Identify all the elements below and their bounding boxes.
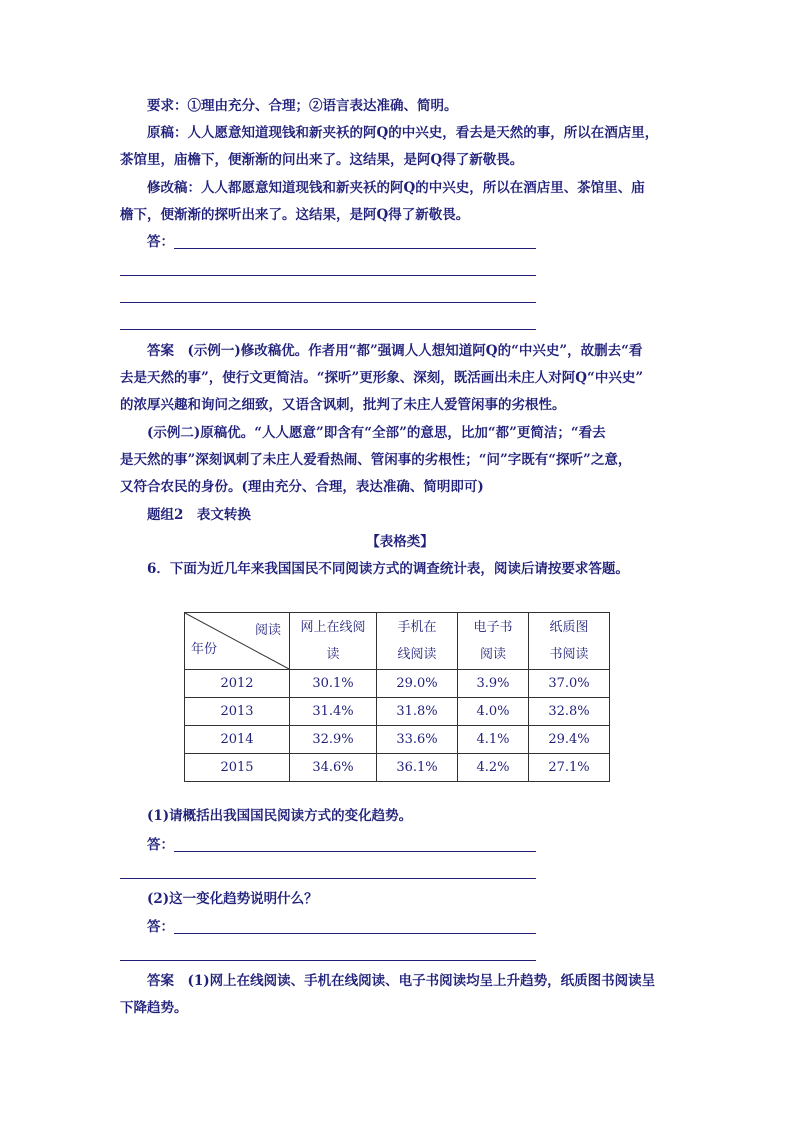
- value-cell: 31.8%: [377, 698, 458, 726]
- answer6-line1: [147, 972, 680, 990]
- q5-requirement: 要求：①理由充分、合理；②语言表达准确、简明。: [147, 98, 458, 114]
- value-cell: 37.0%: [529, 670, 610, 698]
- answer5-ex2-line1: (示例二)原稿优。“人人愿意”即含有“全部”的意思，比加“都”更简洁；“看去: [147, 425, 606, 441]
- value-cell: 30.1%: [290, 670, 377, 698]
- q6-stem: 6．下面为近几年来我国国民不同阅读方式的调查统计表，阅读后请按要求答题。: [147, 561, 629, 577]
- answer-blank-line: [120, 960, 536, 961]
- q6-sub1: (1)请概括出我国国民阅读方式的变化趋势。: [147, 808, 413, 824]
- answer5-ex1-line3: 的浓厚兴趣和询问之细致，又语含讽刺，批判了未庄人爱管闲事的劣根性。: [120, 397, 566, 413]
- answer-label: 答案: [147, 973, 174, 989]
- header-text: 读: [326, 647, 340, 662]
- year-cell: 2012: [185, 670, 290, 698]
- value-cell: 33.6%: [377, 726, 458, 754]
- value-cell: 34.6%: [290, 754, 377, 782]
- value-cell: 4.1%: [458, 726, 529, 754]
- year-cell: 2013: [185, 698, 290, 726]
- answer6-line2: 下降趋势。: [120, 1000, 188, 1016]
- header-text: 书阅读: [549, 647, 589, 662]
- value-cell: 4.0%: [458, 698, 529, 726]
- q6-answer-prompt-2: 答：: [147, 919, 174, 935]
- year-cell: 2015: [185, 754, 290, 782]
- value-cell: 3.9%: [458, 670, 529, 698]
- table-header-row: [185, 613, 610, 670]
- value-cell: 29.0%: [377, 670, 458, 698]
- q6-answer-prompt-1: 答：: [147, 837, 174, 853]
- reading-survey-table: [184, 612, 610, 782]
- value-cell: 29.4%: [529, 726, 610, 754]
- corner-label-reading: 阅读: [254, 623, 281, 638]
- answer-blank-line: [174, 851, 536, 852]
- section-category: 【表格类】: [366, 534, 434, 550]
- value-cell: 4.2%: [458, 754, 529, 782]
- table-row: [185, 754, 610, 782]
- table-row: [185, 698, 610, 726]
- answer5-ex1-text: (示例一)修改稿优。作者用“都”强调人人想知道阿Q的“中兴史”，故删去“看: [187, 343, 643, 359]
- header-text: 手机在: [397, 620, 437, 635]
- value-cell: 32.8%: [529, 698, 610, 726]
- value-cell: 36.1%: [377, 754, 458, 782]
- value-cell: 27.1%: [529, 754, 610, 782]
- answer-blank-line: [174, 248, 536, 249]
- header-online-reading: [290, 613, 377, 670]
- header-text: 纸质图: [549, 620, 589, 635]
- section-group-title: 题组2 表文转换: [147, 507, 251, 523]
- answer5-ex2-line2: 是天然的事”深刻讽刺了未庄人爱看热闹、管闲事的劣根性；“问”字既有“探听”之意，: [120, 452, 632, 468]
- answer-blank-line: [120, 329, 536, 330]
- answer-blank-line: [120, 302, 536, 303]
- answer-blank-line: [174, 933, 536, 934]
- header-ebook-reading: [458, 613, 529, 670]
- header-text: 电子书: [473, 620, 513, 635]
- q5-answer-prompt: 答：: [147, 234, 174, 250]
- corner-label-year: 年份: [191, 642, 218, 657]
- table-row: [185, 670, 610, 698]
- answer5-ex1-line1: [147, 342, 680, 360]
- year-cell: 2014: [185, 726, 290, 754]
- q5-revised-line2: 檐下，便渐渐的探听出来了。这结果，是阿Q得了新敬畏。: [120, 207, 470, 223]
- answer6-text: (1)网上在线阅读、手机在线阅读、电子书阅读均呈上升趋势，纸质图书阅读呈: [187, 973, 656, 989]
- value-cell: 32.9%: [290, 726, 377, 754]
- header-text: 网上在线阅: [300, 620, 366, 635]
- q5-revised-line1: 修改稿：人人都愿意知道现钱和新夹袄的阿Q的中兴史，所以在酒店里、茶馆里、庙: [147, 180, 645, 196]
- q5-original-line2: 茶馆里，庙檐下，便渐渐的问出来了。这结果，是阿Q得了新敬畏。: [120, 152, 524, 168]
- q5-original-line1: 原稿：人人愿意知道现钱和新夹袄的阿Q的中兴史，看去是天然的事，所以在酒店里，: [147, 125, 659, 141]
- answer5-ex1-line2: 去是天然的事”，使行文更简洁。“探听”更形象、深刻，既活画出未庄人对阿Q“中兴史”: [120, 370, 644, 386]
- q6-sub2: (2)这一变化趋势说明什么？: [147, 891, 318, 907]
- header-text: 阅读: [479, 647, 506, 662]
- header-text: 线阅读: [397, 647, 437, 662]
- header-mobile-reading: [377, 613, 458, 670]
- answer-blank-line: [120, 275, 536, 276]
- value-cell: 31.4%: [290, 698, 377, 726]
- table-corner-cell: [185, 613, 290, 670]
- answer-label: 答案: [147, 343, 174, 359]
- header-paper-reading: [529, 613, 610, 670]
- answer-blank-line: [120, 878, 536, 879]
- table-row: [185, 726, 610, 754]
- answer5-ex2-line3: 又符合农民的身份。(理由充分、合理，表达准确、简明即可): [120, 479, 484, 495]
